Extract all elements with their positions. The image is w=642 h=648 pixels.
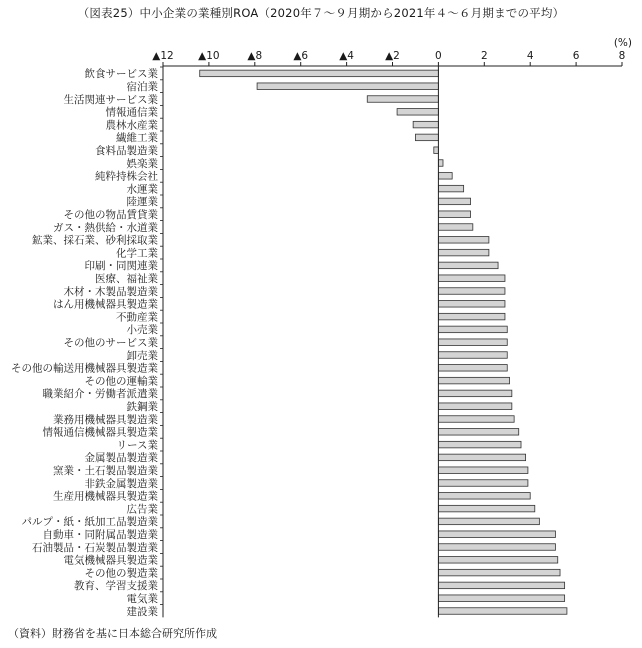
bar xyxy=(438,224,472,231)
source-note: （資料）財務省を基に日本総合研究所作成 xyxy=(8,627,217,640)
category-label: その他のサービス業 xyxy=(63,337,158,349)
bar xyxy=(200,70,439,77)
bar xyxy=(438,582,564,589)
x-tick-label: ▲10 xyxy=(198,50,220,62)
bar xyxy=(438,505,534,512)
bar xyxy=(438,198,470,205)
category-label: 純粋持株会社 xyxy=(95,170,158,183)
category-label: 生産用機械器具製造業 xyxy=(53,490,158,503)
category-label: 教育、学習支援業 xyxy=(74,580,158,593)
bar xyxy=(438,237,488,244)
category-label: 業務用機械器具製造業 xyxy=(53,413,158,426)
category-label: その他の製造業 xyxy=(84,567,158,580)
bar xyxy=(257,83,438,90)
x-tick-label: 2 xyxy=(480,50,488,62)
bar xyxy=(438,429,518,436)
bar xyxy=(438,377,509,384)
x-tick-label: ▲2 xyxy=(385,50,400,62)
x-tick-label: ▲6 xyxy=(293,50,309,62)
bar xyxy=(438,275,505,282)
category-label: 印刷・同関連業 xyxy=(84,260,158,273)
category-label: 情報通信機械器具製造業 xyxy=(42,426,158,439)
bar xyxy=(438,390,511,397)
bar xyxy=(415,134,438,141)
bar xyxy=(438,608,567,615)
unit-label: (%) xyxy=(613,37,632,49)
x-tick-label: 8 xyxy=(618,50,626,62)
category-label: はん用機械器具製造業 xyxy=(53,298,158,311)
bar xyxy=(438,352,507,359)
category-label: 自動車・同附属品製造業 xyxy=(42,529,158,541)
category-label: 繊維工業 xyxy=(116,132,158,145)
category-label: 化学工業 xyxy=(116,247,158,260)
bar xyxy=(438,480,528,487)
category-label: 石油製品・石炭製品製造業 xyxy=(32,541,158,554)
category-label: 窯業・土石製品製造業 xyxy=(53,465,158,477)
category-label: 生活関連サービス業 xyxy=(63,93,158,106)
category-label: リース業 xyxy=(116,439,158,452)
category-label: パルプ・紙・紙加工品製造業 xyxy=(21,516,158,529)
bars xyxy=(200,70,567,614)
bar xyxy=(438,493,530,500)
bar xyxy=(434,147,439,154)
x-tick-label: ▲4 xyxy=(339,50,354,62)
category-label: 水運業 xyxy=(126,183,158,196)
bar xyxy=(438,211,470,218)
bar xyxy=(413,121,438,128)
x-tick-label: 6 xyxy=(572,50,580,62)
x-tick-label: ▲8 xyxy=(247,50,263,62)
category-label: 建設業 xyxy=(126,605,158,618)
category-label: その他の物品賃貸業 xyxy=(63,209,158,221)
chart-title: （図表25）中小企業の業種別ROA（2020年７～９月期から2021年４～６月期までの平均） xyxy=(77,6,565,20)
category-label: 食料品製造業 xyxy=(95,145,158,157)
category-label: 不動産業 xyxy=(116,311,158,324)
category-labels xyxy=(11,67,158,618)
bar xyxy=(438,403,511,410)
category-label: 鉱業、採石業、砂利採取業 xyxy=(32,234,158,247)
bar xyxy=(438,416,514,423)
category-label: 情報通信業 xyxy=(105,106,158,119)
x-tick-label: ▲12 xyxy=(152,50,174,62)
x-tick-label: 0 xyxy=(435,50,442,62)
bar xyxy=(438,557,557,564)
bar xyxy=(438,262,498,269)
x-axis xyxy=(152,50,625,66)
x-tick-label: 4 xyxy=(526,50,534,62)
category-label: 鉄鋼業 xyxy=(126,401,158,413)
bar xyxy=(438,454,525,461)
category-label: 木材・木製品製造業 xyxy=(63,285,158,298)
category-label: 飲食サービス業 xyxy=(84,68,158,81)
category-label: 非鉄金属製造業 xyxy=(84,477,158,490)
bar xyxy=(438,301,505,308)
bar xyxy=(438,544,555,551)
bar xyxy=(438,249,488,256)
category-label: 陸運業 xyxy=(126,196,158,209)
bar xyxy=(438,365,507,372)
bar xyxy=(438,569,560,576)
category-label: その他の運輸業 xyxy=(84,375,158,388)
category-label: 卸売業 xyxy=(126,349,158,362)
category-label: 小売業 xyxy=(126,324,158,337)
category-label: 広告業 xyxy=(126,503,158,516)
bar xyxy=(397,109,438,116)
bar xyxy=(438,595,564,602)
category-label: 電気業 xyxy=(126,593,158,605)
category-label: 金属製品製造業 xyxy=(84,452,158,465)
bar xyxy=(438,326,507,333)
bar xyxy=(438,288,505,295)
category-label: 電気機械器具製造業 xyxy=(63,554,158,567)
bar xyxy=(438,467,528,474)
category-label: 職業紹介・労働者派遣業 xyxy=(42,388,158,401)
bar xyxy=(438,313,505,320)
category-label: 娯楽業 xyxy=(126,157,158,170)
category-label: 宿泊業 xyxy=(126,81,158,93)
bar xyxy=(438,441,521,448)
bar xyxy=(367,96,438,103)
category-label: 農林水産業 xyxy=(105,119,158,132)
category-label: その他の輸送用機械器具製造業 xyxy=(11,362,158,375)
category-label: 医療、福祉業 xyxy=(95,273,158,285)
bar xyxy=(438,518,539,525)
bar xyxy=(438,339,507,346)
bar xyxy=(438,173,452,180)
bar xyxy=(438,185,463,192)
category-label: ガス・熱供給・水道業 xyxy=(53,221,158,234)
bar xyxy=(438,160,443,167)
bar xyxy=(438,531,555,538)
